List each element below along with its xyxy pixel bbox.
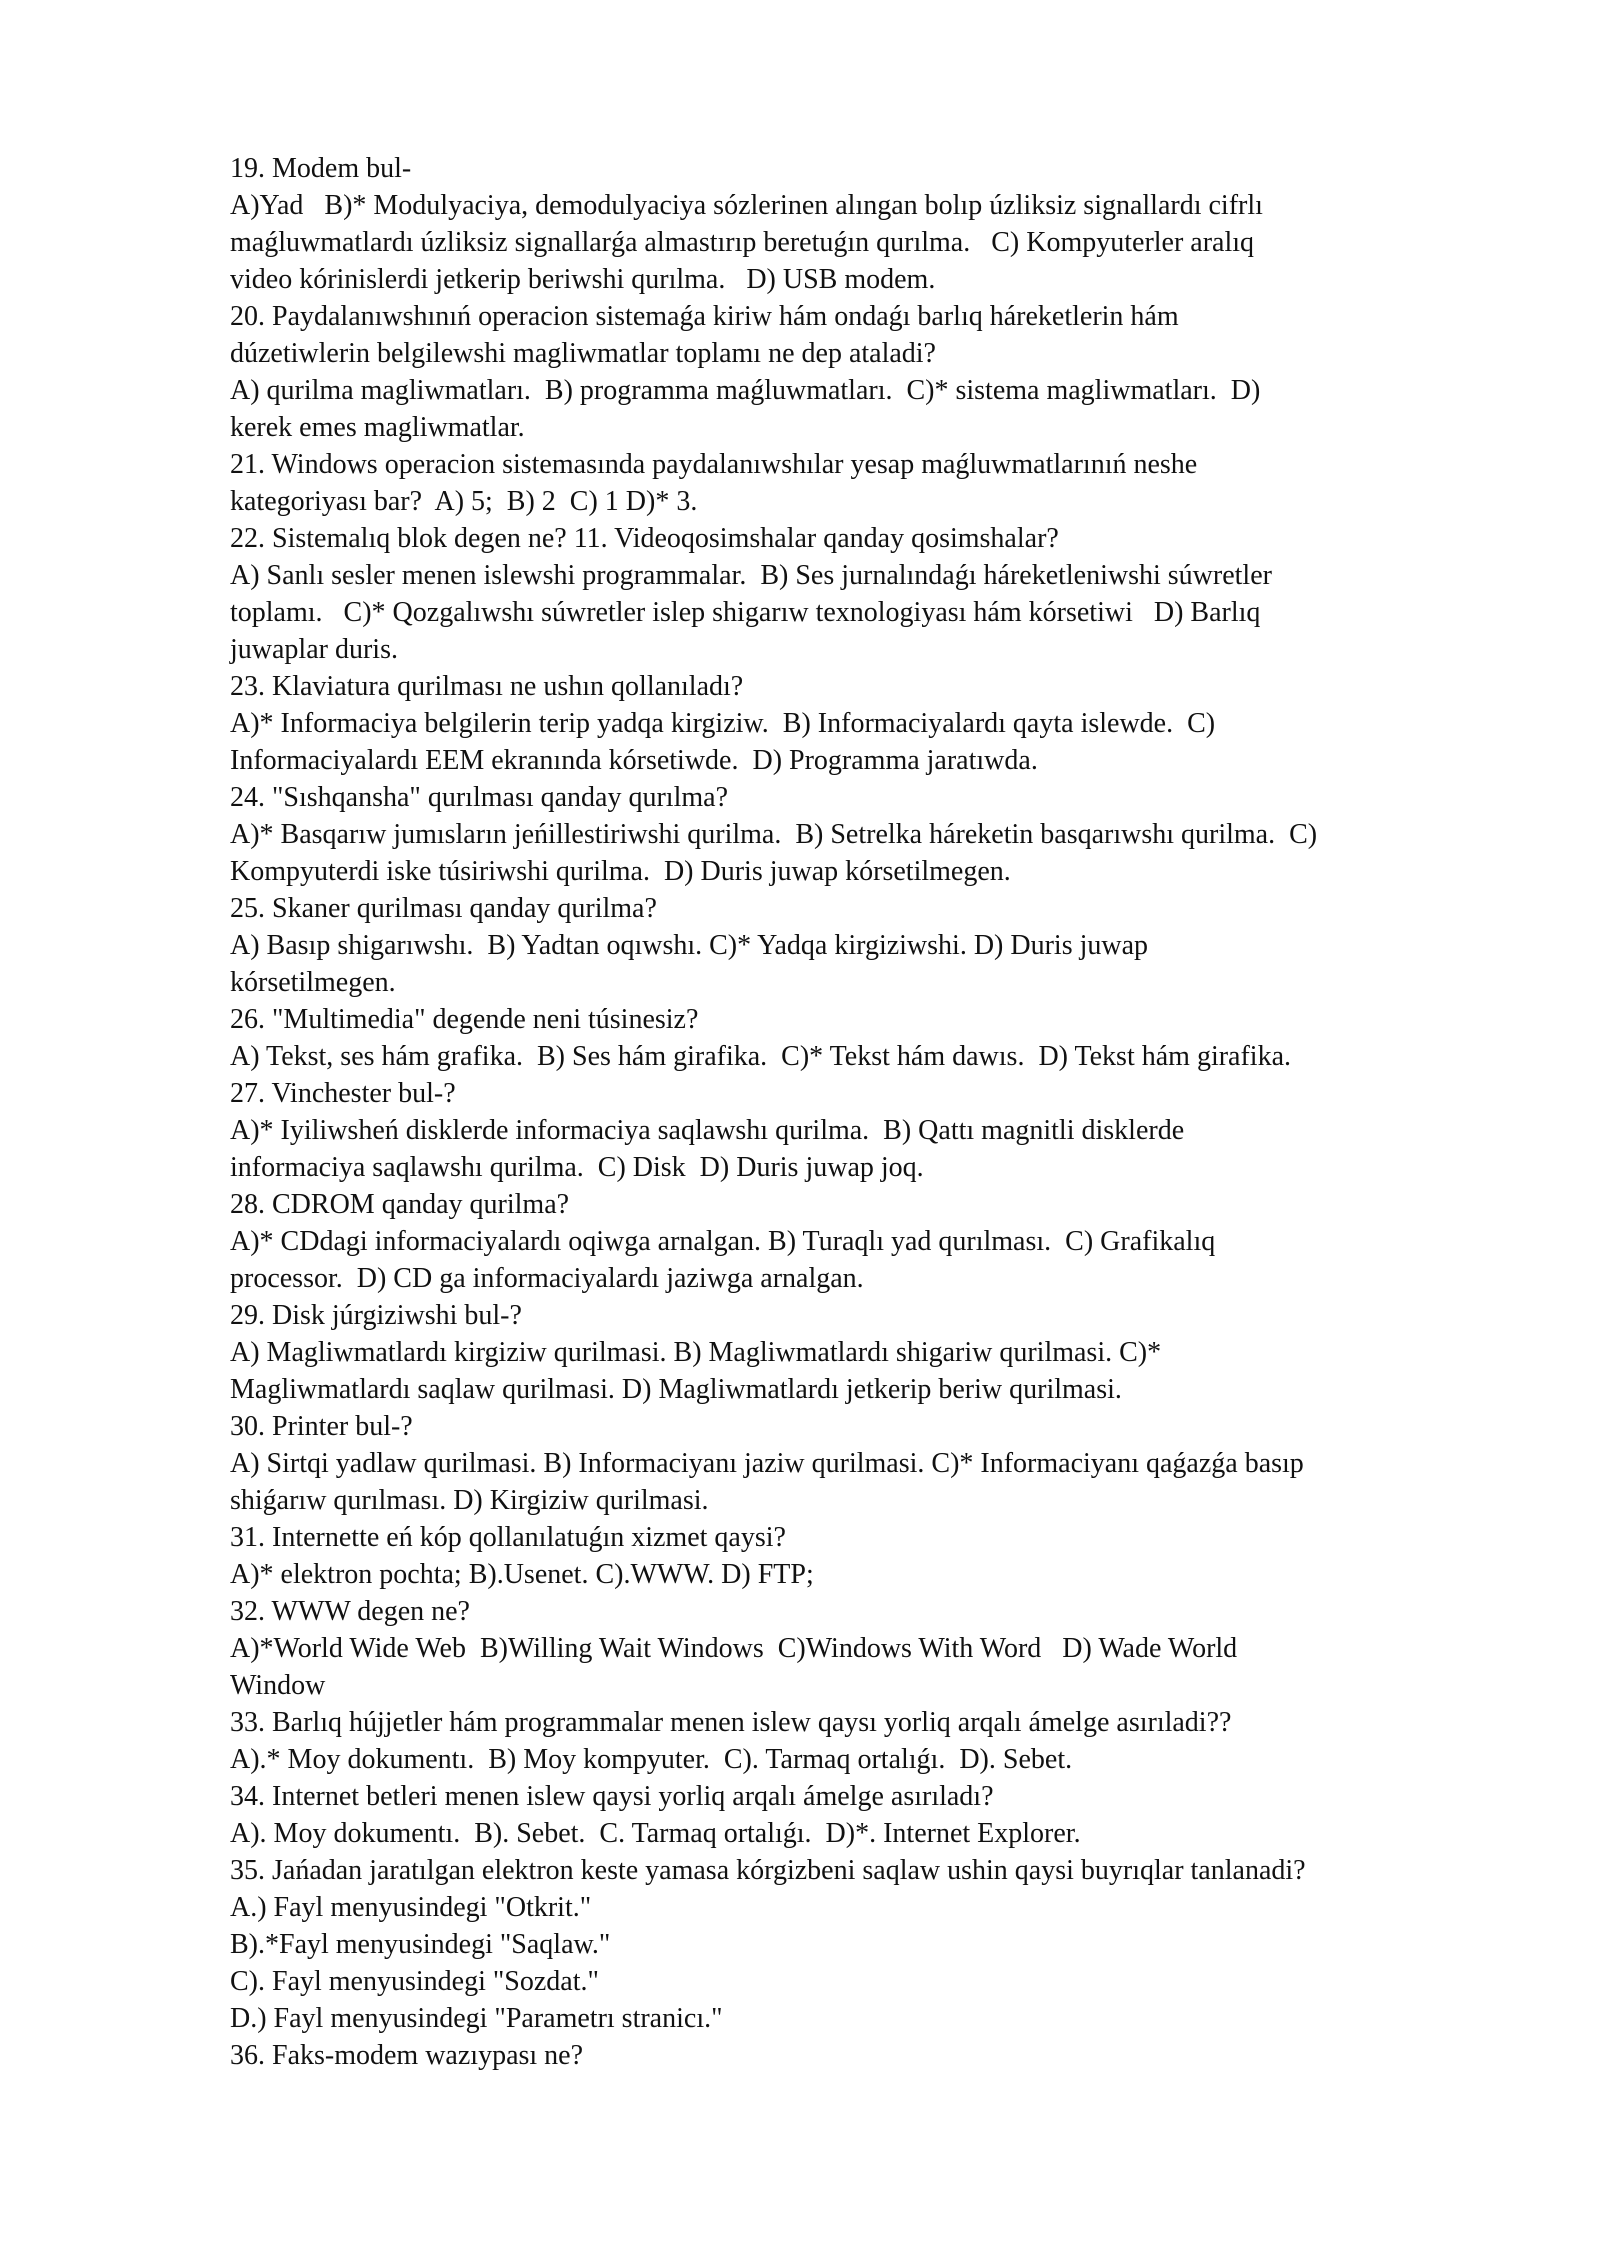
document-line: 34. Internet betleri menen islew qaysi yorliq arqalı ámelge asırıladı? <box>230 1781 994 1812</box>
document-line: 26. "Multimedia" degende neni túsinesiz? <box>230 1004 699 1035</box>
document-line: A). Moy dokumentı. B). Sebet. C. Tarmaq ortalıǵı. D)*. Internet Explorer. <box>230 1818 1081 1849</box>
document-line: shiǵarıw qurılması. D) Kirgiziw qurilmasi. <box>230 1485 709 1516</box>
document-line: 27. Vinchester bul-? <box>230 1078 456 1109</box>
document-line: maǵluwmatlardı úzliksiz signallarǵa almastırıp beretuǵın qurılma. C) Kompyuterler aralıq <box>230 227 1255 258</box>
document-line: processor. D) CD ga informaciyalardı jaziwga arnalgan. <box>230 1263 864 1294</box>
document-line: A)* Informaciya belgilerin terip yadqa kirgiziw. B) Informaciyalardı qayta islewde. C) <box>230 708 1216 739</box>
document-line: D.) Fayl menyusindegi "Parametrı stranicı." <box>230 2003 723 2034</box>
document-line: Window <box>230 1670 326 1701</box>
document-line: toplamı. C)* Qozgalıwshı súwretler islep shigarıw texnologiyası hám kórsetiwi D) Barlıq <box>230 597 1261 628</box>
document-line: A)Yad B)* Modulyaciya, demodulyaciya sózlerinen alıngan bolıp úzliksiz signallardı cifrlı <box>230 190 1263 221</box>
document-line: kórsetilmegen. <box>230 967 396 998</box>
document-line: 31. Internette eń kóp qollanılatuǵın xizmet qaysi? <box>230 1522 786 1553</box>
document-line: Magliwmatlardı saqlaw qurilmasi. D) Magliwmatlardı jetkerip beriw qurilmasi. <box>230 1374 1122 1405</box>
document-line: A.) Fayl menyusindegi "Otkrit." <box>230 1892 592 1923</box>
document-line: 25. Skaner qurilması qanday qurilma? <box>230 893 657 924</box>
document-line: A)* elektron pochta; B).Usenet. C).WWW. D) FTP; <box>230 1559 814 1590</box>
document-line: A)* CDdagi informaciyalardı oqiwga arnalgan. B) Turaqlı yad qurılması. C) Grafikalıq <box>230 1226 1216 1257</box>
document-line: 21. Windows operacion sistemasında paydalanıwshılar yesap maǵluwmatlarınıń neshe <box>230 449 1198 480</box>
document-line: 35. Jańadan jaratılgan elektron keste yamasa kórgizbeni saqlaw ushin qaysi buyrıqlar tanlanadi? <box>230 1855 1306 1886</box>
document-line: A) Sirtqi yadlaw qurilmasi. B) Informaciyanı jaziw qurilmasi. C)* Informaciyanı qaǵazǵa basıp <box>230 1448 1304 1479</box>
document-line: A) Sanlı sesler menen islewshi programmalar. B) Ses jurnalındaǵı háreketleniwshi súwretler <box>230 560 1272 591</box>
document-line: 29. Disk júrgiziwshi bul-? <box>230 1300 522 1331</box>
document-line: 32. WWW degen ne? <box>230 1596 470 1627</box>
document-body <box>230 150 1490 2074</box>
document-line: 30. Printer bul-? <box>230 1411 413 1442</box>
document-line: juwaplar duris. <box>230 634 398 665</box>
document-line: kategoriyası bar? A) 5; B) 2 C) 1 D)* 3. <box>230 486 698 517</box>
document-line: 24. "Sıshqansha" qurılması qanday qurılma? <box>230 782 728 813</box>
document-line: C). Fayl menyusindegi "Sozdat." <box>230 1966 599 1997</box>
document-line: informaciya saqlawshı qurilma. C) Disk D) Duris juwap joq. <box>230 1152 924 1183</box>
document-line: A)* Iyiliwsheń disklerde informaciya saqlawshı qurilma. B) Qattı magnitli disklerde <box>230 1115 1185 1146</box>
document-line: 23. Klaviatura qurilması ne ushın qollanıladı? <box>230 671 744 702</box>
document-line: A).* Moy dokumentı. B) Moy kompyuter. C). Tarmaq ortalıǵı. D). Sebet. <box>230 1744 1073 1775</box>
document-line: 20. Paydalanıwshınıń operacion sistemaǵa kiriw hám ondaǵı barlıq háreketlerin hám <box>230 301 1179 332</box>
document-line: 36. Faks-modem wazıypası ne? <box>230 2040 584 2071</box>
document-line: dúzetiwlerin belgilewshi magliwmatlar toplamı ne dep ataladi? <box>230 338 936 369</box>
document-line: A) qurilma magliwmatları. B) programma maǵluwmatları. C)* sistema magliwmatları. D) <box>230 375 1261 406</box>
document-line: 33. Barlıq hújjetler hám programmalar menen islew qaysı yorliq arqalı ámelge asırıladi?? <box>230 1707 1232 1738</box>
document-line: A) Tekst, ses hám grafika. B) Ses hám girafika. C)* Tekst hám dawıs. D) Tekst hám girafika. <box>230 1041 1292 1072</box>
document-line: B).*Fayl menyusindegi "Saqlaw." <box>230 1929 611 1960</box>
document-line: 28. CDROM qanday qurilma? <box>230 1189 570 1220</box>
document-line: A) Magliwmatlardı kirgiziw qurilmasi. B) Magliwmatlardı shigariw qurilmasi. C)* <box>230 1337 1162 1368</box>
document-line: 19. Modem bul- <box>230 153 412 184</box>
document-line: 22. Sistemalıq blok degen ne? 11. Videoqosimshalar qanday qosimshalar? <box>230 523 1059 554</box>
document-line: A) Basıp shigarıwshı. B) Yadtan oqıwshı. C)* Yadqa kirgiziwshi. D) Duris juwap <box>230 930 1149 961</box>
document-line: Kompyuterdi iske túsiriwshi qurilma. D) Duris juwap kórsetilmegen. <box>230 856 1011 887</box>
document-line: A)* Basqarıw jumısların jeńillestiriwshi qurilma. B) Setrelka háreketin basqarıwshı qurilma. C) <box>230 819 1318 850</box>
document-line: A)*World Wide Web B)Willing Wait Windows C)Windows With Word D) Wade World <box>230 1633 1238 1664</box>
document-line: Informaciyalardı EEM ekranında kórsetiwde. D) Programma jaratıwda. <box>230 745 1038 776</box>
document-line: kerek emes magliwmatlar. <box>230 412 525 443</box>
document-line: video kórinislerdi jetkerip beriwshi qurılma. D) USB modem. <box>230 264 936 295</box>
